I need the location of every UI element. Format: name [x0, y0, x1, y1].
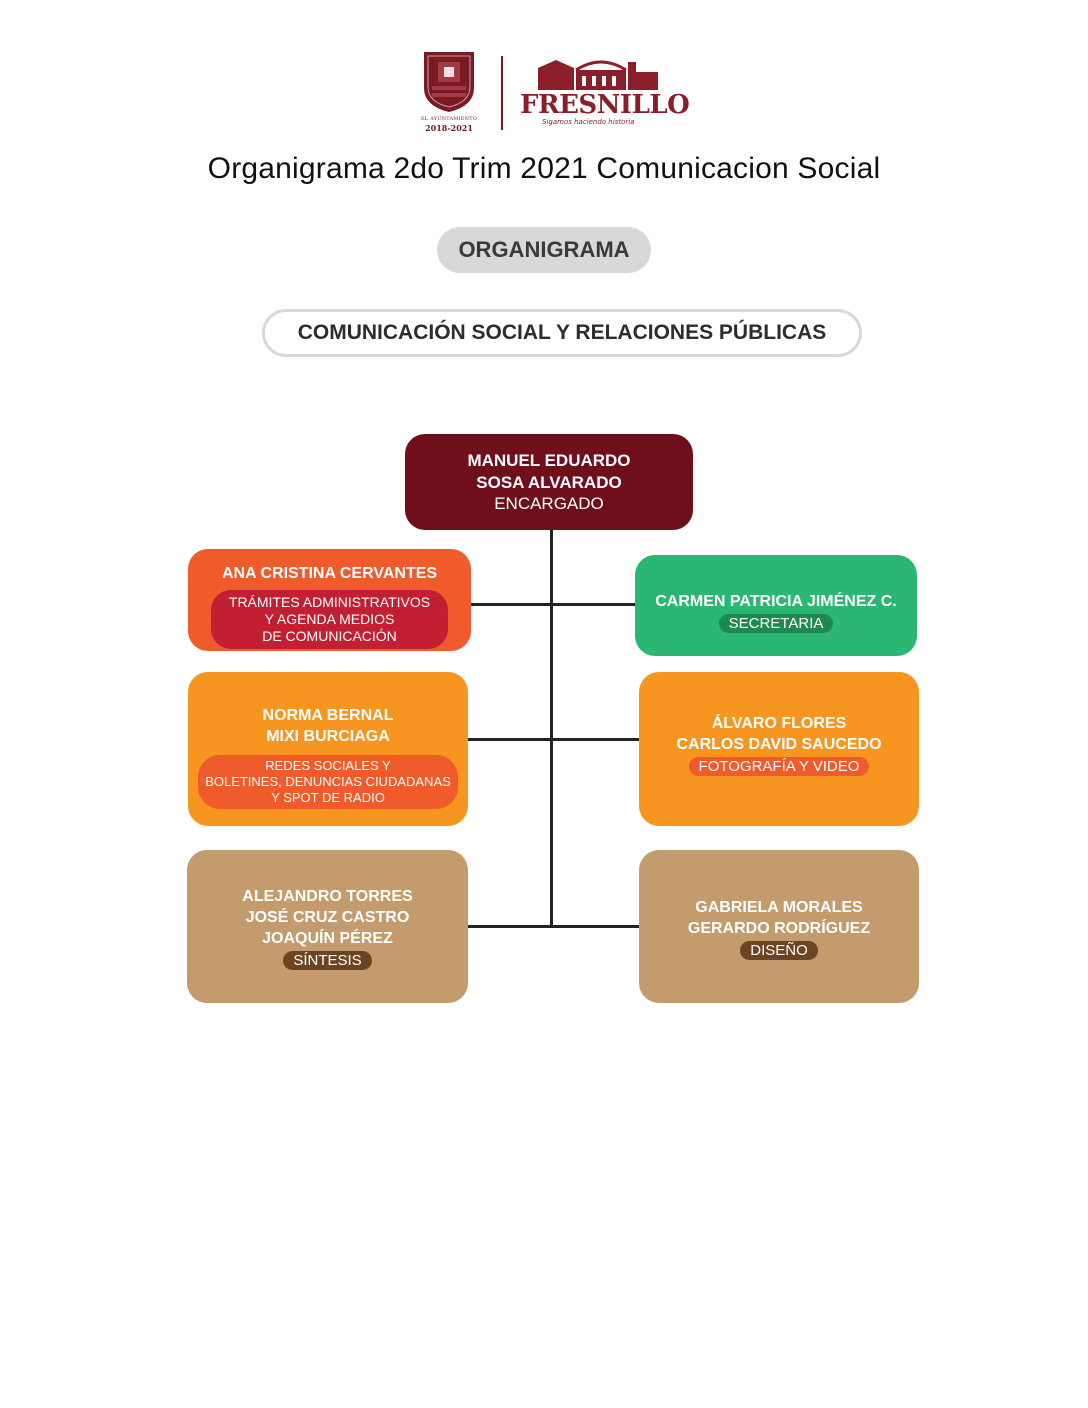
brand-tagline: Sigamos haciendo historia: [542, 118, 635, 126]
node-role: ENCARGADO: [494, 494, 604, 513]
node-name: NORMA BERNAL: [262, 707, 394, 724]
node-alejandro: [187, 850, 468, 1003]
node-name: GERARDO RODRÍGUEZ: [687, 920, 871, 937]
node-name: JOAQUÍN PÉREZ: [262, 930, 393, 947]
crest-shield-icon: [418, 48, 480, 114]
node-role-pill: SÍNTESIS: [283, 951, 371, 970]
connector-row-3: [468, 925, 639, 928]
node-role-line: DE COMUNICACIÓN: [262, 628, 397, 644]
node-name: ALEJANDRO TORRES: [242, 888, 413, 905]
organigrama-label: ORGANIGRAMA: [437, 227, 651, 273]
fresnillo-logo: [516, 52, 690, 132]
node-gabriela: [639, 850, 919, 1003]
node-name: ÁLVARO FLORES: [711, 715, 847, 732]
node-alvaro: [639, 672, 919, 826]
node-role-line: Y SPOT DE RADIO: [271, 790, 385, 805]
department-title: COMUNICACIÓN SOCIAL Y RELACIONES PÚBLICAS: [262, 309, 862, 357]
node-head: [405, 434, 693, 530]
node-role-pill: FOTOGRAFÍA Y VIDEO: [689, 757, 870, 776]
node-name: MIXI BURCIAGA: [266, 728, 390, 745]
node-carmen: [635, 555, 917, 656]
node-role-pill: [198, 755, 458, 809]
node-name: CARLOS DAVID SAUCEDO: [676, 736, 882, 753]
node-name: CARMEN PATRICIA JIMÉNEZ C.: [655, 593, 897, 610]
node-role-line: Y AGENDA MEDIOS: [264, 611, 395, 627]
logo-divider: [501, 56, 503, 130]
node-role-line: REDES SOCIALES Y: [265, 758, 391, 773]
node-role-pill: [211, 590, 448, 649]
crest-caption: EL AYUNTAMIENTO: [420, 116, 478, 122]
node-ana: [188, 549, 471, 651]
brand-name: FRESNILLO: [520, 90, 690, 120]
crest-years: 2018-2021: [425, 123, 473, 133]
node-name: GABRIELA MORALES: [695, 899, 863, 916]
node-role-pill: SECRETARIA: [719, 614, 834, 633]
connector-row-2: [468, 738, 639, 741]
building-skyline-icon: [516, 52, 666, 92]
node-name: SOSA ALVARADO: [476, 473, 622, 492]
page-title: Organigrama 2do Trim 2021 Comunicacion Social: [207, 152, 881, 185]
node-name: JOSÉ CRUZ CASTRO: [245, 909, 410, 926]
node-norma: [188, 672, 468, 826]
ayuntamiento-crest-logo: [418, 48, 480, 134]
node-name: MANUEL EDUARDO: [467, 451, 631, 470]
connector-row-1: [471, 603, 635, 606]
node-role-line: BOLETINES, DENUNCIAS CIUDADANAS: [205, 774, 451, 789]
connector-trunk: [550, 530, 553, 927]
node-role-line: TRÁMITES ADMINISTRATIVOS: [228, 594, 431, 610]
node-name: ANA CRISTINA CERVANTES: [221, 565, 438, 582]
node-role-pill: DISEÑO: [740, 941, 818, 960]
